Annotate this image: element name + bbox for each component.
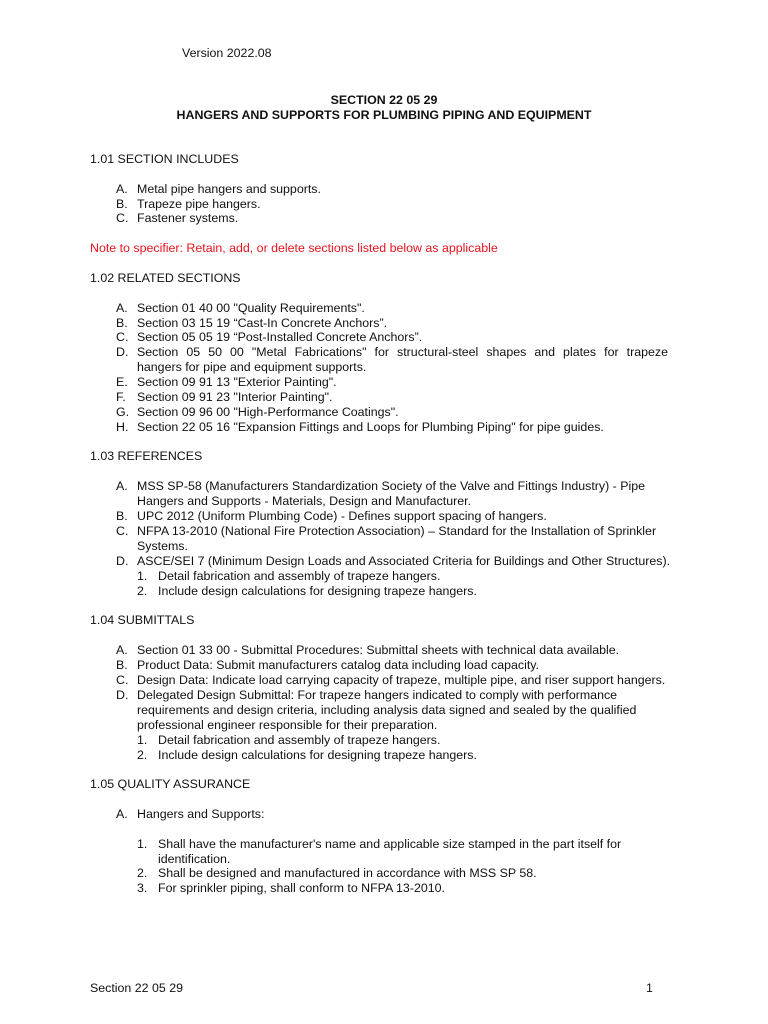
list-text: Section 22 05 16 "Expansion Fittings and Loops for Plumbing Piping" for pipe guides.	[137, 420, 604, 434]
list-text: Detail fabrication and assembly of trapeze hangers.	[158, 569, 441, 583]
list-marker: C.	[116, 524, 129, 538]
list-marker: A.	[116, 643, 128, 657]
list-marker: D.	[116, 345, 129, 359]
list-text: Fastener systems.	[137, 211, 239, 225]
list-text: Shall be designed and manufactured in accordance with MSS SP 58.	[158, 866, 537, 880]
list-text: Shall have the manufacturer's name and applicable size stamped in the part itself for	[158, 837, 622, 851]
list-text: Metal pipe hangers and supports.	[137, 182, 321, 196]
heading-1-02: 1.02 RELATED SECTIONS	[90, 271, 241, 285]
list-marker: C.	[116, 673, 129, 687]
list-marker: B.	[116, 197, 128, 211]
list-marker: 3.	[137, 881, 148, 895]
list-marker: 1.	[137, 569, 148, 583]
list-marker: 2.	[137, 584, 148, 598]
list-marker: 1.	[137, 837, 148, 851]
list-marker: A.	[116, 479, 128, 493]
list-marker: H.	[116, 420, 129, 434]
section-number: SECTION 22 05 29	[330, 93, 438, 107]
footer-section: Section 22 05 29	[90, 981, 184, 995]
heading-1-01: 1.01 SECTION INCLUDES	[90, 152, 239, 166]
list-text: UPC 2012 (Uniform Plumbing Code) - Defines support spacing of hangers.	[137, 509, 547, 523]
list-marker: A.	[116, 182, 128, 196]
list-text-continuation: requirements and design criteria, including analysis data signed and sealed by the qualified	[137, 703, 637, 717]
list-text: Trapeze pipe hangers.	[137, 197, 261, 211]
list-text: Section 09 96 00 "High-Performance Coatings".	[137, 405, 399, 419]
footer-page-number: 1	[646, 981, 653, 995]
list-text: MSS SP-58 (Manufacturers Standardization Society of the Valve and Fittings Industry) - Pipe	[137, 479, 646, 493]
section-title: HANGERS AND SUPPORTS FOR PLUMBING PIPING AND EQUIPMENT	[176, 108, 592, 122]
heading-1-03: 1.03 REFERENCES	[90, 449, 203, 463]
list-marker: E.	[116, 375, 128, 389]
list-text-continuation: identification.	[158, 852, 231, 866]
list-marker: B.	[116, 658, 128, 672]
version-label: Version 2022.08	[182, 46, 272, 60]
list-marker: C.	[116, 330, 129, 344]
list-text-continuation: Hangers and Supports - Materials, Design and Manufacturer.	[137, 494, 472, 508]
list-marker: 1.	[137, 733, 148, 747]
list-text: Section 09 91 13 "Exterior Painting".	[137, 375, 337, 389]
list-marker: A.	[116, 807, 128, 821]
list-marker: A.	[116, 301, 128, 315]
specifier-note: Note to specifier: Retain, add, or delete sections listed below as applicable	[90, 241, 498, 255]
list-marker: B.	[116, 509, 128, 523]
list-marker: F.	[116, 390, 126, 404]
list-marker: D.	[116, 688, 129, 702]
list-text: Section 01 40 00 "Quality Requirements".	[137, 301, 365, 315]
list-text: Detail fabrication and assembly of trapeze hangers.	[158, 733, 441, 747]
list-text-continuation: hangers for pipe and equipment supports.	[137, 360, 367, 374]
list-text: Section 05 50 00 "Metal Fabrications" for structural-steel shapes and plates for trapeze	[137, 345, 668, 359]
list-text: Design Data: Indicate load carrying capacity of trapeze, multiple pipe, and riser support hangers.	[137, 673, 666, 687]
list-marker: B.	[116, 316, 128, 330]
list-text: Section 05 05 19 “Post-Installed Concrete Anchors”.	[137, 330, 423, 344]
list-text-continuation: Systems.	[137, 539, 188, 553]
list-text-continuation: professional engineer responsible for their preparation.	[137, 718, 438, 732]
heading-1-05: 1.05 QUALITY ASSURANCE	[90, 777, 251, 791]
list-text: For sprinkler piping, shall conform to NFPA 13-2010.	[158, 881, 445, 895]
list-text: Include design calculations for designing trapeze hangers.	[158, 584, 477, 598]
list-marker: C.	[116, 211, 129, 225]
list-text: Section 01 33 00 - Submittal Procedures: Submittal sheets with technical data available.	[137, 643, 620, 657]
list-text: ASCE/SEI 7 (Minimum Design Loads and Associated Criteria for Buildings and Other Structures).	[137, 554, 671, 568]
list-text: Section 09 91 23 "Interior Painting".	[137, 390, 333, 404]
list-text: Product Data: Submit manufacturers catalog data including load capacity.	[137, 658, 539, 672]
list-marker: D.	[116, 554, 129, 568]
list-text: Include design calculations for designing trapeze hangers.	[158, 748, 477, 762]
list-text: Section 03 15 19 “Cast-In Concrete Anchors”.	[137, 316, 388, 330]
list-marker: 2.	[137, 748, 148, 762]
list-marker: 2.	[137, 866, 148, 880]
list-marker: G.	[116, 405, 130, 419]
list-text: Hangers and Supports:	[137, 807, 265, 821]
heading-1-04: 1.04 SUBMITTALS	[90, 613, 195, 627]
list-text: Delegated Design Submittal: For trapeze hangers indicated to comply with performance	[137, 688, 618, 702]
list-text: NFPA 13-2010 (National Fire Protection Association) – Standard for the Installation of Sprinkler	[137, 524, 657, 538]
